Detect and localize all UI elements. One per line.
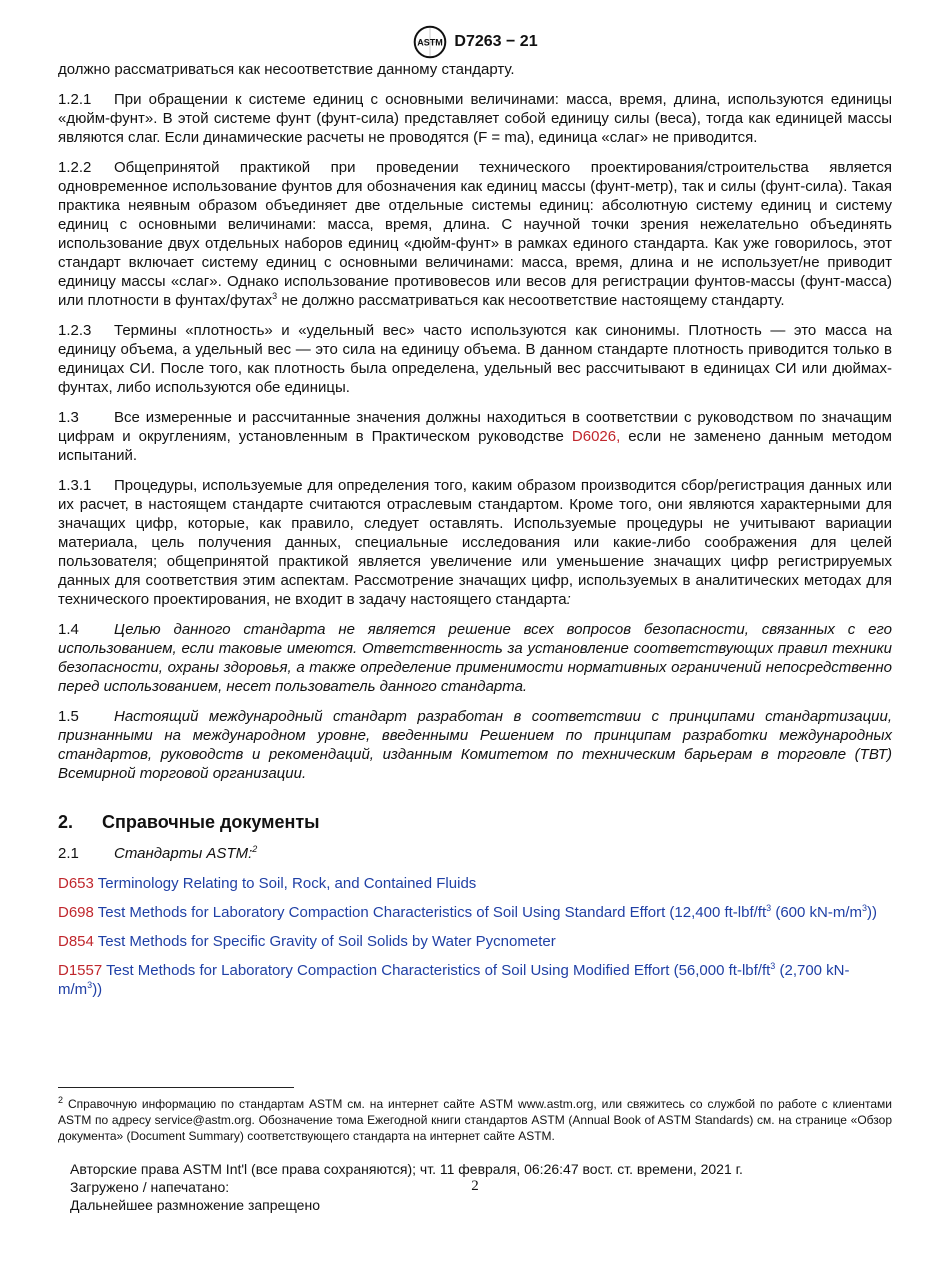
clause-number: 2.1 bbox=[58, 845, 79, 862]
paragraph-1-2-1: 1.2.1 При обращении к системе единиц с основными величинами: масса, время, длина, используются единицы «дюйм-фунт». В этой системе фунт (фунт-сила) представляет собой единицу силы (веса), тогда как единицей массы являются слаг. Если динамические расчеты не проводятся (F = ma), единица «слаг» не приводится. bbox=[58, 91, 892, 146]
reference-list bbox=[58, 874, 892, 999]
page-number: 2 bbox=[471, 1178, 479, 1194]
paragraph-1-5: 1.5 Настоящий международный стандарт разработан в соответствии с принципами стандартизации, признанными на международном уровне, введенными Решением по принципам разработки международных стандартов, руководств и рекомендаций, изданным Комитетом по техническим барьерам в торговле (ТВТ) Всемирной торговой организации. bbox=[58, 708, 892, 782]
footnote-2: $^2$ Справочную информацию по стандартам ASTM см. на интернет сайте ASTM www.astm.org, или свяжитесь со службой по работе с клиентами ASTM по адресу service@astm.org. Обозначение тома Ежегодной книги стандартов ASTM (Annual Book of ASTM Standards) см. на странице «Обзор документа» (Document Summary) соответствующего стандарта на интернет сайте ASTM. bbox=[58, 1095, 892, 1143]
document-body bbox=[58, 60, 892, 1009]
reference-item[interactable]: D1557 Test Methods for Laboratory Compaction Characteristics of Soil Using Modified Effort (56,000 $ft-lbf/ft^3$ (2,700 $kN-m/m^3$)) bbox=[58, 961, 850, 998]
footnote-divider bbox=[58, 1087, 294, 1088]
document-code: D7263 − 21 bbox=[454, 33, 538, 50]
subsection-2-1: 2.1 Стандарты ASTM:$^2$ bbox=[58, 844, 258, 862]
clause-number: 1.2.1 bbox=[58, 91, 92, 108]
paragraph-1-2-3: 1.2.3 Термины «плотность» и «удельный вес» часто используются как синонимы. Плотность — это масса на единицу объема, а удельный вес — это сила на единицу объема. В данном стандарте плотность приводится только в единицах СИ. После того, как плотность была определена, удельный вес рассчитывают в единицах СИ или дюймах-фунтах, либо используются обе единицы. bbox=[58, 322, 892, 396]
clause-number: 1.2.3 bbox=[58, 322, 92, 339]
section-heading-2: 2. Справочные документы bbox=[58, 812, 320, 832]
reference-item[interactable]: D698 Test Methods for Laboratory Compaction Characteristics of Soil Using Standard Effort (12,400 $ft-lbf/ft^3$ (600 $kN-m/m^3$)) bbox=[58, 903, 878, 921]
clause-number: 1.3 bbox=[58, 409, 79, 426]
download-line: Загружено / напечатано: bbox=[70, 1179, 230, 1195]
paragraph-1-3-1: 1.3.1 Процедуры, используемые для определения того, каким образом производится сбор/регистрация данных или их расчет, в настоящем стандарте считаются отраслевым стандартом. Кроме того, они являются характерными для значащих цифр, которые, как правило, следует оставлять. Используемые процедуры не учитывают вариации материала, цель получения данных, специальные исследования или какие-либо соображения для целей пользователя; общепринятой практикой является увеличение или уменьшение значащих цифр регистрируемых данных для соответствия этим аспектам. Рассмотрение значащих цифр, используемых в аналитических методах для технического проектирования, не входит в задачу настоящего стандарта: bbox=[58, 477, 892, 608]
footnote-ref: 3 bbox=[272, 291, 278, 301]
link-d6026[interactable]: D6026, bbox=[571, 428, 621, 445]
svg-text:ASTM: ASTM bbox=[417, 37, 444, 48]
reference-item[interactable]: D854 Test Methods for Specific Gravity of Soil Solids by Water Pycnometer bbox=[58, 933, 556, 950]
astm-logo-icon bbox=[412, 24, 448, 60]
paragraph-1-3: 1.3 Все измеренные и рассчитанные значения должны находиться в соответствии с руководством по значащим цифрам и округлениям, установленным в Практическом руководстве D6026, если не заменено данным методом испытаний. bbox=[58, 409, 892, 464]
reference-item[interactable]: D653 Terminology Relating to Soil, Rock, and Contained Fluids bbox=[58, 875, 477, 892]
clause-number: 1.3.1 bbox=[58, 477, 92, 494]
clause-number: 1.5 bbox=[58, 708, 79, 725]
clause-number: 1.4 bbox=[58, 621, 79, 638]
paragraph-1-4: 1.4 Целью данного стандарта не является решение всех вопросов безопасности, связанных с его использованием, если таковые имеются. Ответственность за установление соответствующих правил техники безопасности, охраны здоровья, а также определение применимости нормативных ограничений непосредственно перед использованием, несет пользователь данного стандарта. bbox=[58, 621, 892, 695]
clause-number: 1.2.2 bbox=[58, 159, 92, 176]
page-header bbox=[0, 24, 950, 60]
copyright-line: Авторские права ASTM Int'l (все права сохраняются); чт. 11 февраля, 06:26:47 вост. ст. времени, 2021 г. bbox=[70, 1161, 743, 1177]
reproduction-notice: Дальнейшее размножение запрещено bbox=[70, 1197, 320, 1213]
paragraph-continuation: должно рассматриваться как несоответствие данному стандарту. bbox=[58, 61, 515, 78]
paragraph-1-2-2: 1.2.2 Общепринятой практикой при проведении технического проектирования/строительства является одновременное использование фунтов для обозначения как единиц массы (фунт-метр), так и силы (фунт-сила). Такая практика неявным образом объединяет две отдельные системы единиц: абсолютную систему единиц и систему единиц с основными величинами: масса, время, длина. С научной точки зрения нежелательно объединять использование двух отдельных наборов единиц «дюйм-фунт» в рамках единого стандарта. Как уже говорилось, этот стандарт включает систему единиц с основными величинами: масса, время, длина и не использует/не приводит единицу массы «слаг». Однако использование противовесов или весов для регистрации фунтов-массы (фунт-масса) или плотности в фунтах/футах$^3$ не должно рассматриваться как несоответствие настоящему стандарту. bbox=[58, 159, 892, 309]
